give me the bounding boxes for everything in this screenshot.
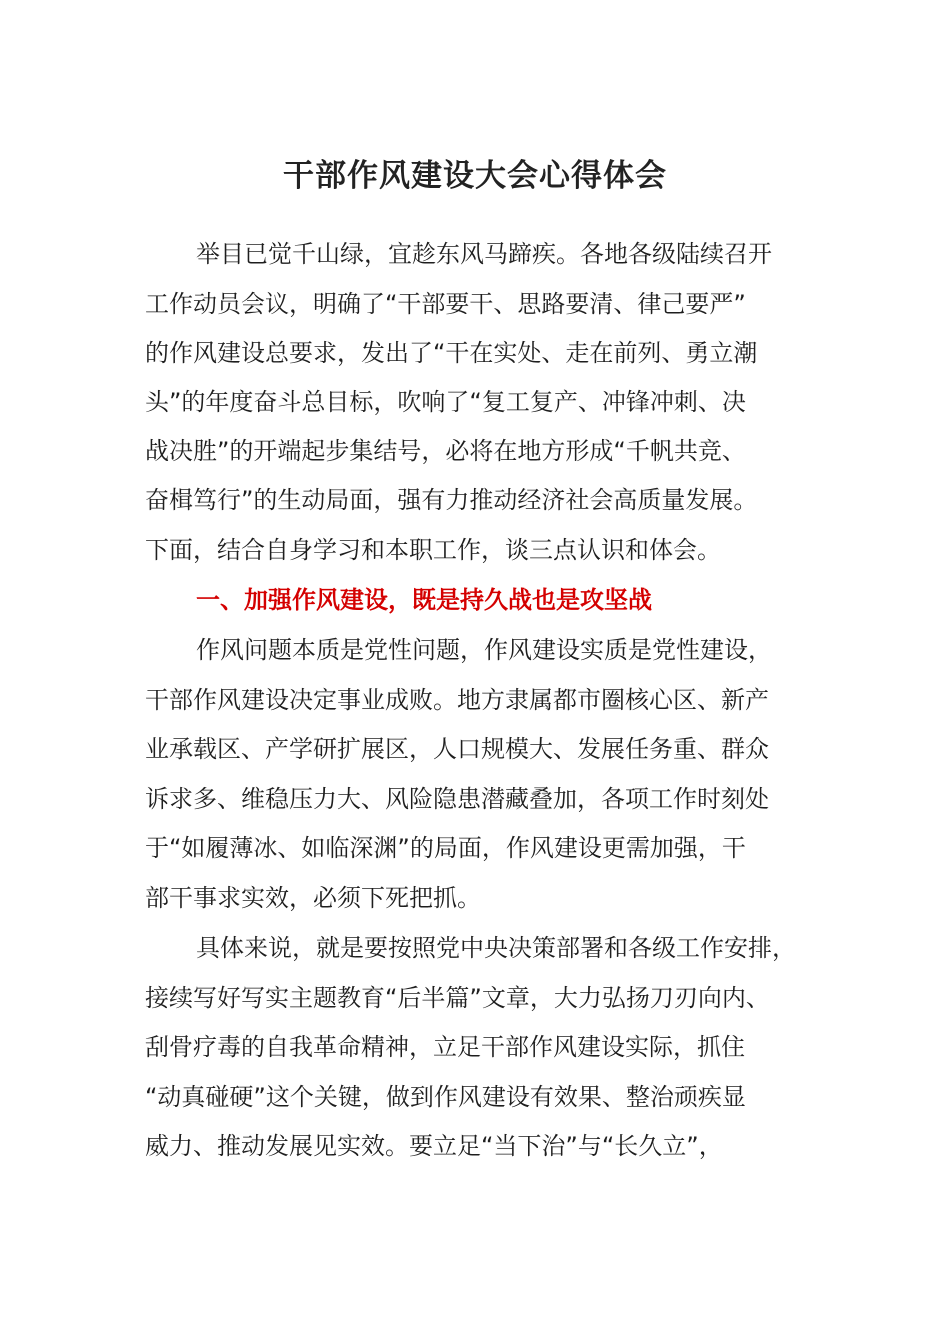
- paragraph-line: 举目已觉千山绿，宜趁东风马蹄疾。各地各级陆续召开: [196, 240, 772, 268]
- paragraph-line: 战决胜”的开端起步集结号，必将在地方形成“千帆共竞、: [145, 437, 746, 465]
- paragraph-line: 奋楫笃行”的生动局面，强有力推动经济社会高质量发展。: [145, 486, 758, 514]
- paragraph-line: 的作风建设总要求，发出了“干在实处、走在前列、勇立潮: [145, 339, 758, 367]
- section-heading: 一、加强作风建设，既是持久战也是攻坚战: [196, 586, 652, 614]
- paragraph-line: 具体来说，就是要按照党中央决策部署和各级工作安排，: [196, 934, 796, 962]
- paragraph-line: 下面，结合自身学习和本职工作，谈三点认识和体会。: [145, 536, 721, 564]
- paragraph-line: 部干事求实效，必须下死把抓。: [145, 884, 481, 912]
- paragraph-line: “动真碰硬”这个关键，做到作风建设有效果、整治顽疾显: [145, 1083, 746, 1111]
- paragraph-line: 头”的年度奋斗总目标，吹响了“复工复产、冲锋冲刺、决: [145, 388, 746, 416]
- paragraph-line: 作风问题本质是党性问题，作风建设实质是党性建设，: [196, 636, 772, 664]
- paragraph-line: 威力、推动发展见实效。要立足“当下治”与“长久立”，: [145, 1132, 723, 1160]
- paragraph-line: 接续写好写实主题教育“后半篇”文章，大力弘扬刀刃向内、: [145, 984, 770, 1012]
- document-title: 干部作风建设大会心得体会: [283, 158, 667, 194]
- paragraph-line: 诉求多、维稳压力大、风险隐患潜藏叠加，各项工作时刻处: [145, 785, 769, 813]
- paragraph-line: 业承载区、产学研扩展区，人口规模大、发展任务重、群众: [145, 735, 769, 763]
- paragraph-line: 干部作风建设决定事业成败。地方隶属都市圈核心区、新产: [145, 686, 769, 714]
- paragraph-line: 工作动员会议，明确了“干部要干、思路要清、律己要严”: [145, 290, 746, 318]
- paragraph-line: 于“如履薄冰、如临深渊”的局面，作风建设更需加强，干: [145, 834, 746, 862]
- paragraph-line: 刮骨疗毒的自我革命精神，立足干部作风建设实际，抓住: [145, 1033, 745, 1061]
